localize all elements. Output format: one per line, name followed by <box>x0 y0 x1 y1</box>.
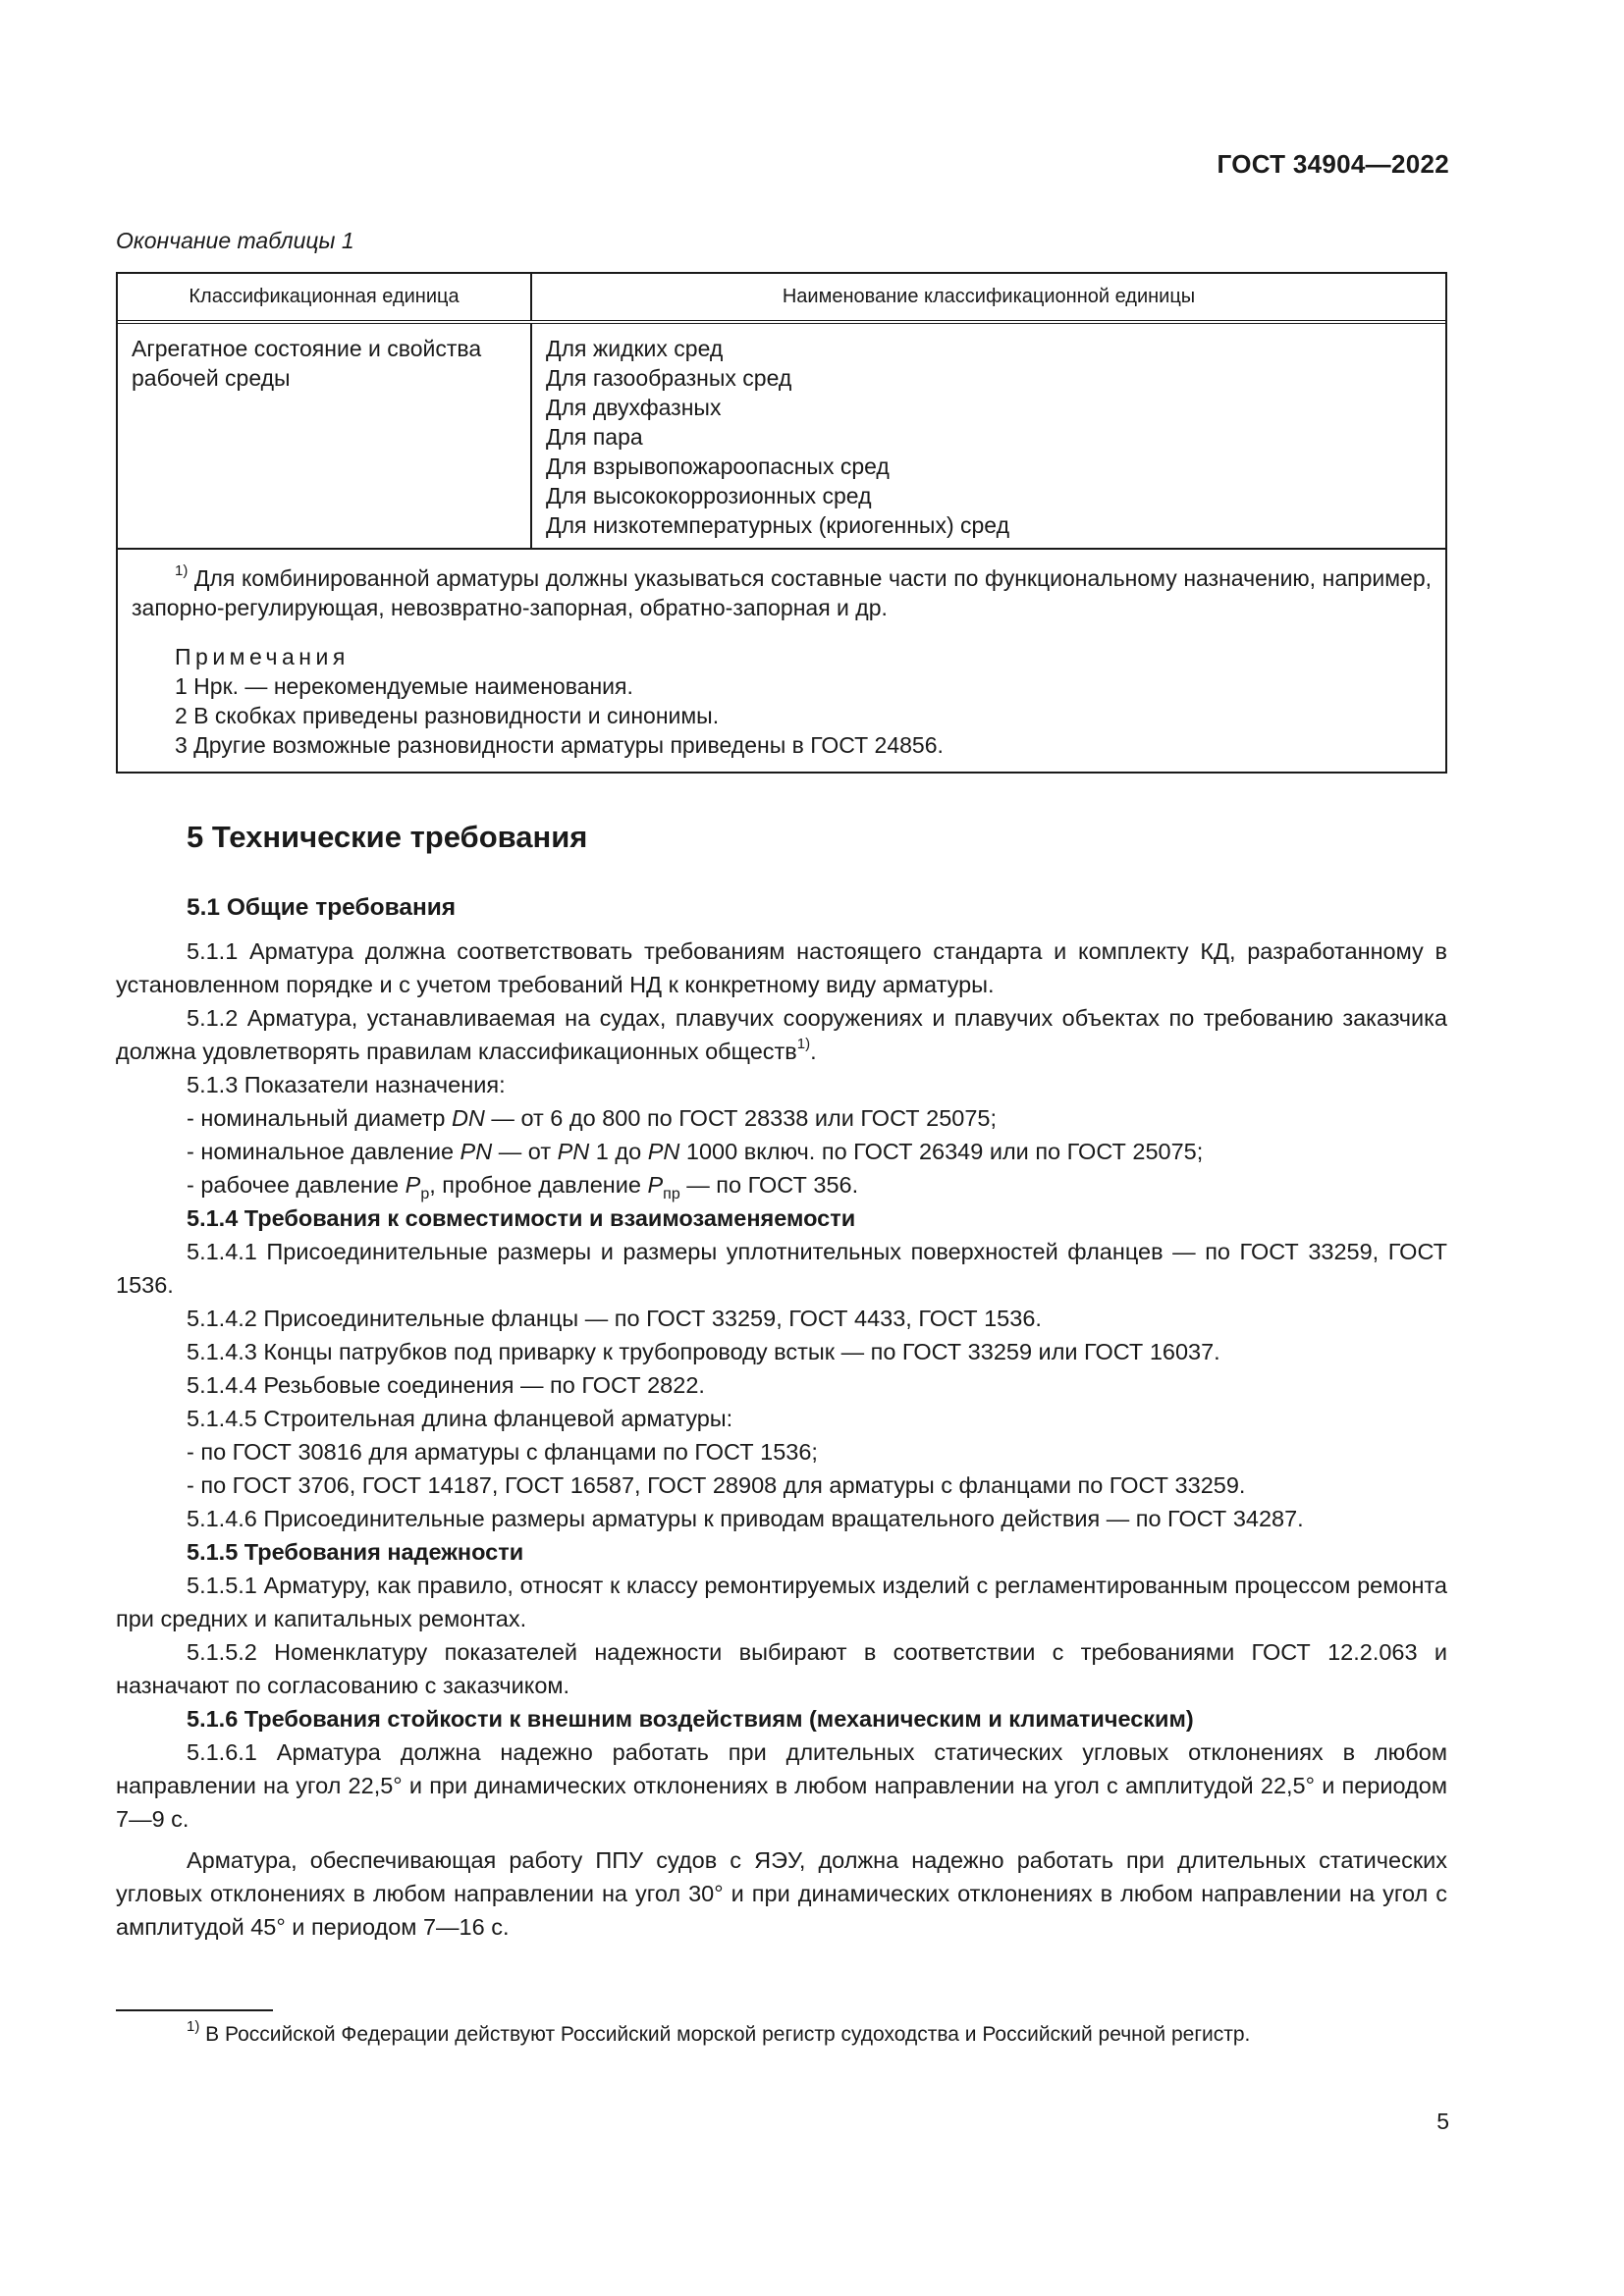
text: — по ГОСТ 356. <box>679 1172 859 1198</box>
document-id: ГОСТ 34904—2022 <box>1217 149 1449 179</box>
table-row <box>118 324 1445 550</box>
classification-table <box>116 272 1447 774</box>
text: - номинальное давление <box>187 1139 460 1164</box>
row-label: Агрегатное состояние и свойства рабочей среды <box>118 324 532 548</box>
list-item: Для газообразных сред <box>546 365 792 391</box>
paragraph-5-1-4-6: 5.1.4.6 Присоединительные размеры арматуры к приводам вращательного действия — по ГОСТ 34287. <box>187 1506 1304 1531</box>
list-item: - по ГОСТ 3706, ГОСТ 14187, ГОСТ 16587, ГОСТ 28908 для арматуры с фланцами по ГОСТ 33259. <box>187 1472 1246 1498</box>
symbol-dn: DN <box>451 1105 485 1131</box>
subscript: р <box>420 1186 430 1202</box>
text: - номинальный диаметр <box>187 1105 452 1131</box>
table-header-row <box>118 274 1445 324</box>
subsection-heading: 5.1 Общие требования <box>187 894 457 921</box>
notes-title: Примечания <box>175 644 350 669</box>
symbol-p: P <box>405 1172 421 1198</box>
page-footnote <box>116 2019 1447 2051</box>
symbol-pn: PN <box>557 1139 590 1164</box>
paragraph-5-1-4-5: 5.1.4.5 Строительная длина фланцевой арматуры: <box>187 1406 733 1431</box>
paragraph-5-1-4-1: 5.1.4.1 Присоединительные размеры и размеры уплотнительных поверхностей фланцев — по ГОСТ 33259, ГОСТ 1536. <box>116 1239 1447 1298</box>
list-item: Для пара <box>546 424 643 450</box>
subscript: пр <box>663 1186 680 1202</box>
text: 1000 включ. по ГОСТ 26349 или по ГОСТ 25075; <box>679 1139 1204 1164</box>
footnote-mark: 1) <box>175 562 189 580</box>
list-item: Для двухфазных <box>546 395 722 420</box>
paragraph-5-1-3: 5.1.3 Показатели назначения: <box>187 1072 506 1097</box>
list-item-pn <box>116 1135 1447 1168</box>
table-footnote <box>132 563 1432 622</box>
footnote-divider <box>116 2009 273 2011</box>
paragraph-5-1-6-1-cont: Арматура, обеспечивающая работу ППУ судов с ЯЭУ, должна надежно работать при длительных статических угловых отклонениях в любом направлении на угол 30° и при динамических отклонениях в любом направлении на угол с амплитудой 45° и периодом 7—16 с. <box>116 1847 1447 1940</box>
paragraph-5-1-2 <box>116 1001 1447 1068</box>
table-footnote-text: Для комбинированной арматуры должны указываться составные части по функциональному назначению, например, запорно-регулирующая, невозвратно-запорная, обратно-запорная и др. <box>132 565 1432 620</box>
column-header-unit: Классификационная единица <box>118 274 532 320</box>
note-item: 3 Другие возможные разновидности арматуры приведены в ГОСТ 24856. <box>175 732 944 758</box>
list-item: Для низкотемпературных (криогенных) сред <box>546 512 1010 538</box>
paragraph-5-1-4-4: 5.1.4.4 Резьбовые соединения — по ГОСТ 2822. <box>187 1372 705 1398</box>
list-item-pressure <box>116 1168 1447 1201</box>
symbol-p: P <box>647 1172 664 1198</box>
paragraph-5-1-5-1: 5.1.5.1 Арматуру, как правило, относят к классу ремонтируемых изделий с регламентированным процессом ремонта при средних и капитальных ремонтах. <box>116 1573 1447 1631</box>
column-header-name: Наименование классификационной единицы <box>782 286 1196 307</box>
table-caption: Окончание таблицы 1 <box>116 228 354 253</box>
footnote-mark: 1) <box>796 1036 811 1053</box>
heading-5-1-4: 5.1.4 Требования к совместимости и взаимозаменяемости <box>187 1205 856 1231</box>
table-footer <box>118 550 1445 772</box>
text: - рабочее давление <box>187 1172 406 1198</box>
paragraph-5-1-5-2: 5.1.5.2 Номенклатуру показателей надежности выбирают в соответствии с требованиями ГОСТ 12.2.063 и назначают по согласованию с заказчиком. <box>116 1639 1447 1698</box>
paragraph-5-1-6-1: 5.1.6.1 Арматура должна надежно работать при длительных статических угловых отклонениях в любом направлении на угол 22,5° и при динамических отклонениях в любом направлении на угол с амплитудой 22,5° и периодом 7—9 с. <box>116 1739 1447 1832</box>
text: — от 6 до 800 по ГОСТ 28338 или ГОСТ 25075; <box>484 1105 998 1131</box>
section-heading: 5 Технические требования <box>187 820 588 854</box>
list-item: - по ГОСТ 30816 для арматуры с фланцами по ГОСТ 1536; <box>187 1439 818 1465</box>
paragraph-text: 5.1.2 Арматура, устанавливаемая на судах, плавучих сооружениях и плавучих объектах по требованию заказчика должна удовлетворять правилам классификационных обществ <box>116 1005 1447 1064</box>
symbol-pn: PN <box>647 1139 680 1164</box>
list-item: Для жидких сред <box>546 336 724 361</box>
list-item: Для высококоррозионных сред <box>546 483 872 508</box>
heading-5-1-6: 5.1.6 Требования стойкости к внешним воздействиям (механическим и климатическим) <box>187 1706 1194 1732</box>
page-number: 5 <box>1436 2109 1449 2134</box>
text: 1 до <box>589 1139 648 1164</box>
section-body <box>116 891 1447 1944</box>
table-notes <box>132 642 1432 760</box>
paragraph-5-1-1: 5.1.1 Арматура должна соответствовать требованиям настоящего стандарта и комплекту КД, разработанному в установленном порядке и с учетом требований НД к конкретному виду арматуры. <box>116 938 1447 997</box>
list-item-dn <box>116 1101 1447 1135</box>
text: — от <box>492 1139 558 1164</box>
footnote-mark: 1) <box>187 2018 200 2035</box>
paragraph-5-1-4-2: 5.1.4.2 Присоединительные фланцы — по ГОСТ 33259, ГОСТ 4433, ГОСТ 1536. <box>187 1306 1042 1331</box>
note-item: 2 В скобках приведены разновидности и синонимы. <box>175 703 720 728</box>
heading-5-1-5: 5.1.5 Требования надежности <box>187 1539 524 1565</box>
row-items <box>532 324 1445 548</box>
note-item: 1 Нрк. — нерекомендуемые наименования. <box>175 673 633 699</box>
symbol-pn: PN <box>460 1139 493 1164</box>
text: , пробное давление <box>429 1172 648 1198</box>
footnote-text: В Российской Федерации действуют Российский морской регистр судоходства и Российский речной регистр. <box>199 2023 1251 2046</box>
paragraph-end: . <box>810 1039 817 1064</box>
paragraph-5-1-4-3: 5.1.4.3 Концы патрубков под приварку к трубопроводу встык — по ГОСТ 33259 или ГОСТ 16037. <box>187 1339 1220 1364</box>
list-item: Для взрывопожароопасных сред <box>546 454 890 479</box>
